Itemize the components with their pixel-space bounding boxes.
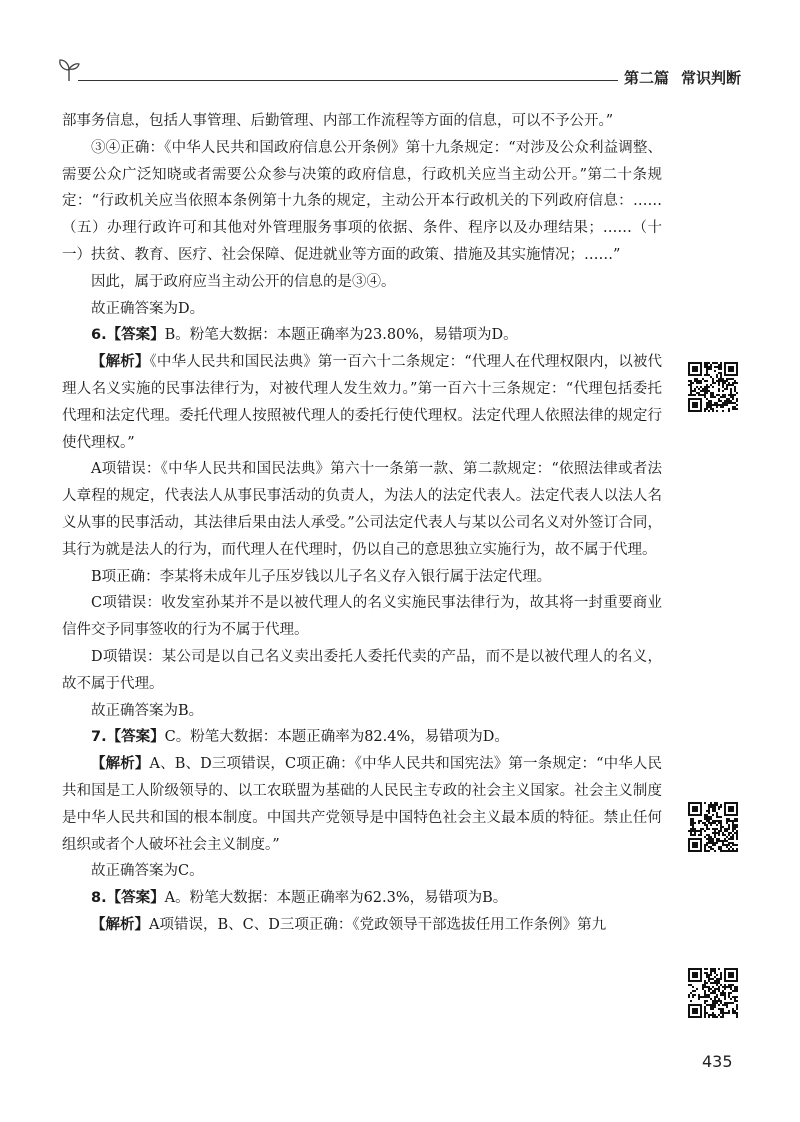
q7-answer xyxy=(62,724,662,751)
qr-code-icon[interactable] xyxy=(688,802,738,852)
paragraph: D项错误：某公司是以自己名义卖出委托人委托代卖的产品，而不是以被代理人的名义，故不属于代理。 xyxy=(62,648,662,692)
paragraph: 故正确答案为D。 xyxy=(91,300,205,317)
answer-text: B。粉笔大数据：本题正确率为23.80%，易错项为D。 xyxy=(164,327,518,344)
paragraph: A项错误：《中华人民共和国民法典》第六十一条第一款、第二款规定：“依照法律或者法人章程的规定，代表法人从事民事活动的负责人，为法人的法定代表人。法定代表人以法人名义从事的民事活动，其法律后果由法人承受。”公司法定代表人与某以公司名义对外签订合同，其行为就是法人的行为，而代理人在代理时，仍以自己的意思独立实施行为，故不属于代理。 xyxy=(62,461,662,558)
explanation-label: 【解析】 xyxy=(91,354,150,371)
page-header xyxy=(0,0,800,100)
paragraph: 因此，属于政府应当主动公开的信息的是③④。 xyxy=(91,273,396,290)
q7-explanation xyxy=(62,751,662,858)
paragraph: C项错误：收发室孙某并不是以被代理人的名义实施民事法律行为，故其将一封重要商业信件交予同事签收的行为不属于代理。 xyxy=(62,595,662,639)
q6-explanation xyxy=(62,349,662,456)
page-content xyxy=(62,108,662,939)
paragraph: 故正确答案为C。 xyxy=(91,863,204,880)
answer-label: 8.【答案】 xyxy=(91,890,165,907)
q8-answer xyxy=(62,885,662,912)
paragraph: ③④正确：《中华人民共和国政府信息公开条例》第十九条规定：“对涉及公众利益调整、需要公众广泛知晓或者需要公众参与决策的政府信息，行政机关应当主动公开。”第二十条规定：“行政机关应当依照本条例第十九条的规定，主动公开本行政机关的下列政府信息：……（五）办理行政许可和其他对外管理服务事项的依据、条件、程序以及办理结果；……（十一）扶贫、教育、医疗、社会保障、促进就业等方面的政策、措施及其实施情况；……” xyxy=(62,139,662,263)
header-section: 常识判断 xyxy=(681,69,742,87)
header-title xyxy=(624,67,784,88)
paragraph: B项正确：李某将未成年儿子压岁钱以儿子名义存入银行属于法定代理。 xyxy=(91,568,552,585)
answer-label: 7.【答案】 xyxy=(91,729,165,746)
paragraph: 故正确答案为B。 xyxy=(91,702,204,719)
header-rule xyxy=(78,80,618,81)
page-number: 435 xyxy=(702,1052,733,1071)
paragraph: 部事务信息，包括人事管理、后勤管理、内部工作流程等方面的信息，可以不予公开。” xyxy=(62,113,614,129)
explanation-text: A、B、D三项错误，C项正确：《中华人民共和国宪法》第一条规定：“中华人民共和国是工人阶级领导的、以工农联盟为基础的人民民主专政的社会主义国家。社会主义制度是中华人民共和国的根本制度。中国共产党领导是中国特色社会主义最本质的特征。禁止任何组织或者个人破坏社会主义制度。” xyxy=(62,756,662,853)
qr-code-icon[interactable] xyxy=(688,362,738,412)
answer-text: C。粉笔大数据：本题正确率为82.4%，易错项为D。 xyxy=(164,729,509,746)
sprout-icon xyxy=(58,58,80,82)
explanation-text: A项错误，B、C、D三项正确：《党政领导干部选拔任用工作条例》第九 xyxy=(149,916,607,933)
explanation-label: 【解析】 xyxy=(91,916,149,933)
header-part: 第二篇 xyxy=(624,69,670,87)
q6-answer xyxy=(62,322,662,349)
answer-text: A。粉笔大数据：本题正确率为62.3%，易错项为B。 xyxy=(164,890,508,907)
explanation-label: 【解析】 xyxy=(91,756,150,773)
explanation-text: 《中华人民共和国民法典》第一百六十二条规定：“代理人在代理权限内，以被代理人名义实施的民事法律行为，对被代理人发生效力。”第一百六十三条规定：“代理包括委托代理和法定代理。委托代理人按照被代理人的委托行使代理权。法定代理人依照法律的规定行使代理权。” xyxy=(62,354,662,451)
qr-code-icon[interactable] xyxy=(688,968,738,1018)
q8-explanation xyxy=(62,912,662,939)
answer-label: 6.【答案】 xyxy=(91,327,165,344)
